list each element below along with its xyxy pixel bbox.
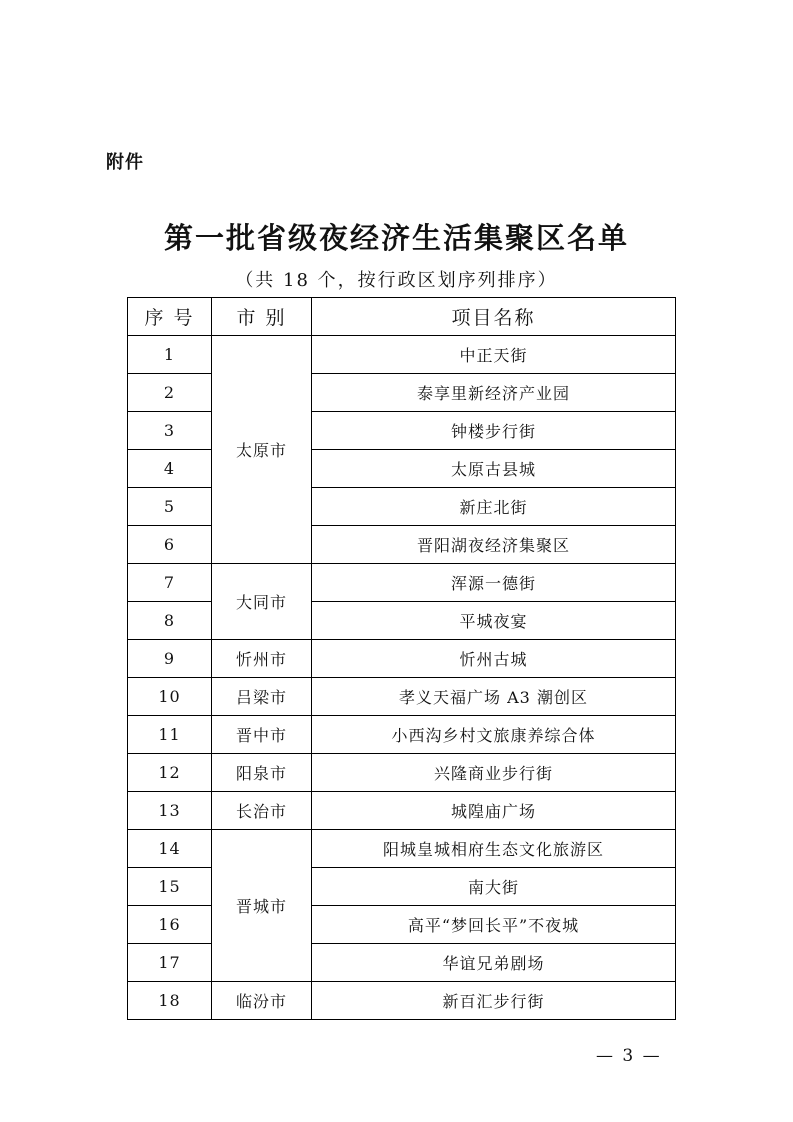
project-name: 钟楼步行街 <box>312 412 676 450</box>
table-row <box>128 564 676 602</box>
project-name: 兴隆商业步行街 <box>312 754 676 792</box>
project-name: 浑源一德街 <box>312 564 676 602</box>
table-row <box>128 716 676 754</box>
table-row <box>128 374 676 412</box>
document-subtitle: （共 18 个，按行政区划序列排序） <box>235 270 558 291</box>
table-row <box>128 982 676 1020</box>
table-row <box>128 944 676 982</box>
row-number: 10 <box>128 678 212 716</box>
city-cell: 吕梁市 <box>212 678 312 716</box>
city-cell: 大同市 <box>212 564 312 640</box>
project-name: 南大街 <box>312 868 676 906</box>
row-number: 18 <box>128 982 212 1020</box>
project-name: 忻州古城 <box>312 640 676 678</box>
row-number: 3 <box>128 412 212 450</box>
project-name: 阳城皇城相府生态文化旅游区 <box>312 830 676 868</box>
project-name: 新庄北街 <box>312 488 676 526</box>
row-number: 13 <box>128 792 212 830</box>
city-cell: 晋中市 <box>212 716 312 754</box>
row-number: 14 <box>128 830 212 868</box>
table-row <box>128 488 676 526</box>
project-name: 太原古县城 <box>312 450 676 488</box>
project-name: 华谊兄弟剧场 <box>312 944 676 982</box>
row-number: 17 <box>128 944 212 982</box>
row-number: 1 <box>128 336 212 374</box>
row-number: 7 <box>128 564 212 602</box>
header-project-name: 项目名称 <box>312 298 676 336</box>
table-row <box>128 336 676 374</box>
city-cell: 晋城市 <box>212 830 312 982</box>
table-row <box>128 640 676 678</box>
header-number: 序 号 <box>128 298 212 336</box>
row-number: 12 <box>128 754 212 792</box>
city-cell: 临汾市 <box>212 982 312 1020</box>
project-name: 孝义天福广场 A3 潮创区 <box>312 678 676 716</box>
attachment-label: 附件 <box>106 152 144 173</box>
row-number: 2 <box>128 374 212 412</box>
table-row <box>128 450 676 488</box>
row-number: 11 <box>128 716 212 754</box>
project-name: 泰享里新经济产业园 <box>312 374 676 412</box>
page-number: — 3 — <box>596 1046 662 1066</box>
zone-list-table <box>127 297 676 1020</box>
table-header-row <box>128 298 676 336</box>
project-name: 新百汇步行街 <box>312 982 676 1020</box>
project-name: 平城夜宴 <box>312 602 676 640</box>
row-number: 5 <box>128 488 212 526</box>
table-body <box>128 336 676 1020</box>
row-number: 4 <box>128 450 212 488</box>
table-row <box>128 602 676 640</box>
row-number: 9 <box>128 640 212 678</box>
row-number: 6 <box>128 526 212 564</box>
city-cell: 长治市 <box>212 792 312 830</box>
table-row <box>128 526 676 564</box>
project-name: 小西沟乡村文旅康养综合体 <box>312 716 676 754</box>
project-name: 城隍庙广场 <box>312 792 676 830</box>
city-cell: 阳泉市 <box>212 754 312 792</box>
project-name: 晋阳湖夜经济集聚区 <box>312 526 676 564</box>
table-row <box>128 678 676 716</box>
table-row <box>128 754 676 792</box>
document-title: 第一批省级夜经济生活集聚区名单 <box>163 221 629 255</box>
table-row <box>128 412 676 450</box>
row-number: 15 <box>128 868 212 906</box>
row-number: 16 <box>128 906 212 944</box>
project-name: 高平“梦回长平”不夜城 <box>312 906 676 944</box>
header-city: 市 别 <box>212 298 312 336</box>
table-row <box>128 792 676 830</box>
city-cell: 太原市 <box>212 336 312 564</box>
table-row <box>128 830 676 868</box>
project-name: 中正天街 <box>312 336 676 374</box>
table-row <box>128 868 676 906</box>
city-cell: 忻州市 <box>212 640 312 678</box>
row-number: 8 <box>128 602 212 640</box>
table-row <box>128 906 676 944</box>
